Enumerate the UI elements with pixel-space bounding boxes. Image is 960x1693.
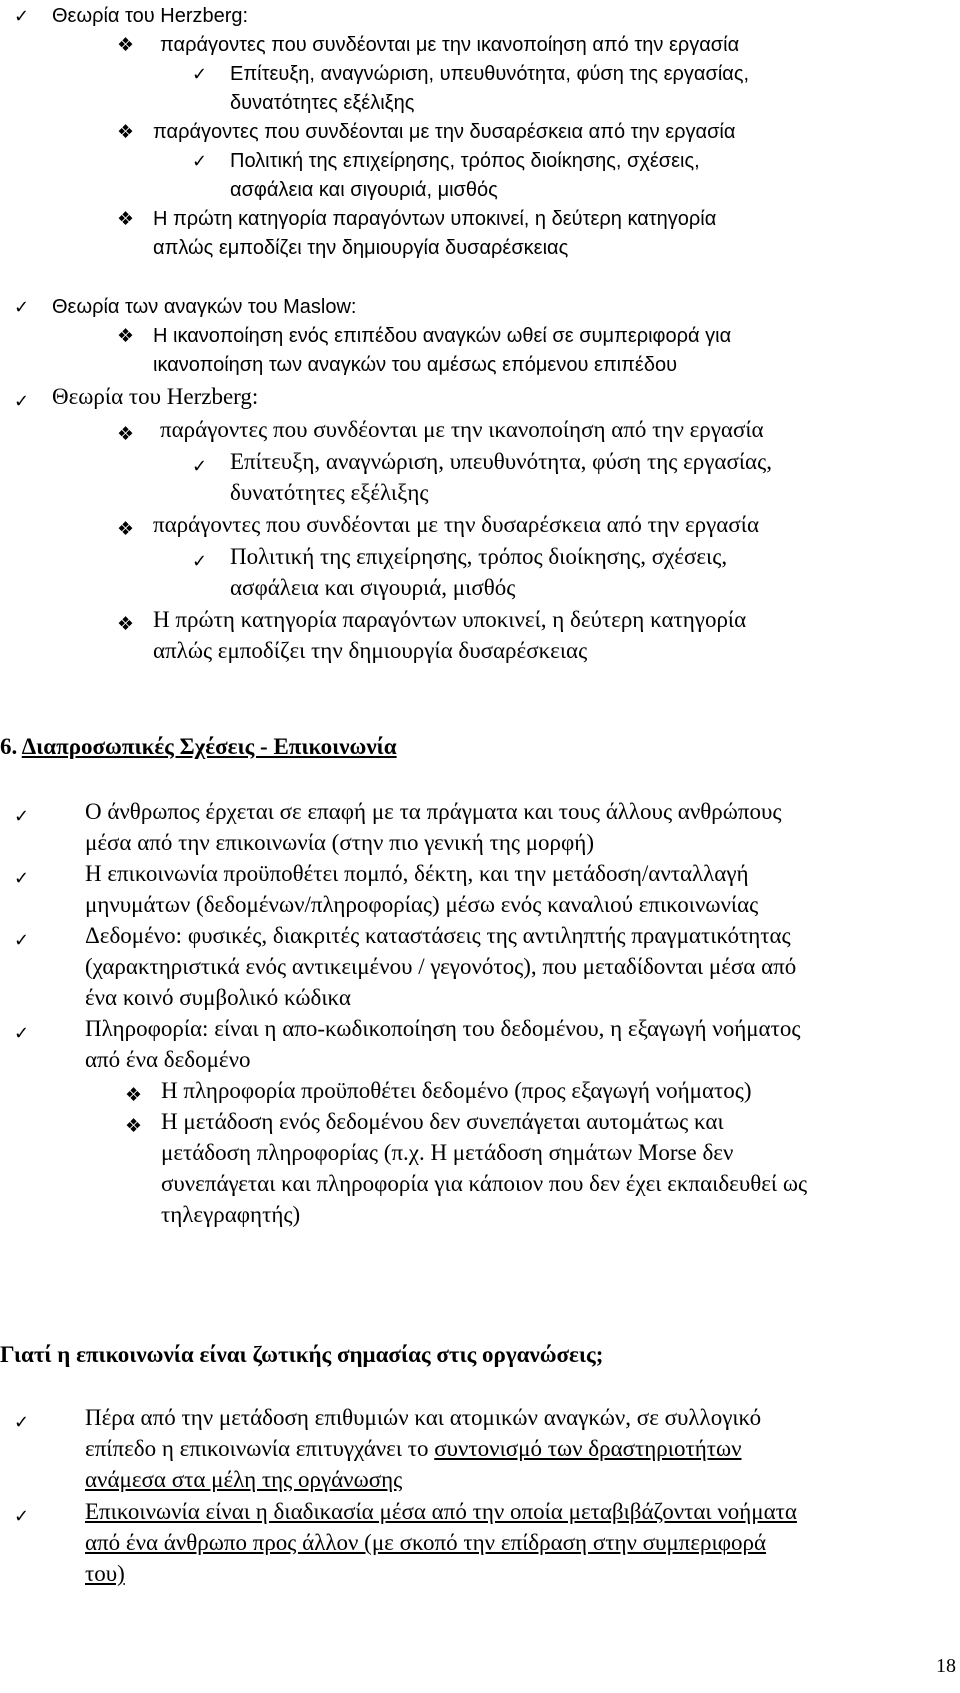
check-icon: ✓ (14, 1506, 30, 1527)
item-title: Θεωρία των αναγκών του Maslow: (52, 296, 357, 318)
check-item (14, 1013, 800, 1075)
check-icon: ✓ (192, 151, 208, 172)
item-line: ασφάλεια και σιγουριά, μισθός (230, 179, 498, 201)
diamond-item (117, 31, 739, 60)
item-line: ικανοποίηση των αναγκών του αμέσως επόμενου επιπέδου (153, 354, 678, 376)
check-item (14, 1496, 797, 1589)
diamond-item (125, 1075, 752, 1106)
check-subitem (192, 60, 749, 118)
item-text: παράγοντες που συνδέονται με την ικανοποίηση από την εργασία (160, 34, 740, 56)
item-title: Θεωρία του Herzberg: (52, 5, 249, 27)
diamond-icon: ❖ (125, 1115, 143, 1137)
check-subitem (192, 147, 700, 205)
item-line: Η πληροφορία προϋποθέτει δεδομένο (προς εξαγωγή νοήματος) (161, 1078, 752, 1103)
diamond-item (117, 118, 735, 147)
item-line: από ένα δεδομένο (85, 1047, 251, 1072)
diamond-icon: ❖ (117, 325, 135, 347)
diamond-icon: ❖ (117, 34, 135, 56)
item-line: Πληροφορία: είναι η απο-κωδικοποίηση του δεδομένου, η εξαγωγή νοήματος (85, 1016, 801, 1041)
check-item (14, 858, 758, 920)
item-line: Επίτευξη, αναγνώριση, υπευθυνότητα, φύση της εργασίας, (230, 449, 772, 474)
item-line: μέσα από την επικοινωνία (στην πιο γενική της μορφή) (85, 830, 594, 855)
item-line: ασφάλεια και σιγουριά, μισθός (230, 575, 516, 600)
diamond-icon: ❖ (117, 613, 135, 635)
item-line: απλώς εμποδίζει την δημιουργία δυσαρέσκειας (153, 638, 588, 663)
item-line: του) (85, 1561, 125, 1586)
item-line: Η πρώτη κατηγορία παραγόντων υποκινεί, η δεύτερη κατηγορία (153, 607, 747, 632)
diamond-icon: ❖ (117, 518, 135, 540)
check-item (14, 796, 782, 858)
item-line: Επικοινωνία είναι η διαδικασία μέσα από την οποία μεταβιβάζονται νοήματα (85, 1499, 797, 1524)
item-text: παράγοντες που συνδέονται με την δυσαρέσκεια από την εργασία (153, 121, 736, 143)
check-item-herzberg-2 (14, 381, 258, 412)
diamond-item (117, 205, 716, 263)
item-line: τηλεγραφητής) (161, 1202, 301, 1227)
check-icon: ✓ (14, 868, 30, 889)
check-item (14, 1402, 761, 1495)
diamond-item (117, 414, 764, 445)
item-line: Η επικοινωνία προϋποθέτει πομπό, δέκτη, και την μετάδοση/ανταλλαγή (85, 861, 749, 886)
check-item-maslow (14, 293, 356, 322)
check-item-herzberg-1 (14, 2, 248, 31)
check-subitem (192, 541, 727, 603)
item-line: από ένα άνθρωπο προς άλλον (με σκοπό την επίδραση στην συμπεριφορά (85, 1530, 767, 1555)
check-icon: ✓ (192, 551, 208, 572)
line-part: επίπεδο η επικοινωνία επιτυγχάνει το (85, 1436, 435, 1461)
check-icon: ✓ (14, 930, 30, 951)
item-line: Δεδομένο: φυσικές, διακριτές καταστάσεις της αντιληπτής πραγματικότητας (85, 923, 791, 948)
item-line: Επίτευξη, αναγνώριση, υπευθυνότητα, φύση της εργασίας, (230, 63, 750, 85)
check-item (14, 920, 796, 1013)
diamond-icon: ❖ (117, 208, 135, 230)
item-line: απλώς εμποδίζει την δημιουργία δυσαρέσκειας (153, 237, 569, 259)
check-icon: ✓ (14, 391, 30, 412)
underlined-phrase: συντονισμό των δραστηριοτήτων (434, 1436, 742, 1461)
diamond-icon: ❖ (125, 1084, 143, 1106)
section-number: 6. (0, 734, 18, 759)
item-line: μηνυμάτων (δεδομένων/πληροφορίας) μέσω ενός καναλιού επικοινωνίας (85, 892, 759, 917)
question-heading: Γιατί η επικοινωνία είναι ζωτικής σημασίας στις οργανώσεις; (0, 1342, 604, 1367)
page-number: 18 (936, 1655, 956, 1677)
check-icon: ✓ (192, 456, 208, 477)
diamond-item (117, 509, 759, 540)
diamond-icon: ❖ (117, 121, 135, 143)
item-line: συνεπάγεται και πληροφορία για κάποιον που δεν έχει εκπαιδευθεί ως (161, 1171, 808, 1196)
diamond-item (117, 604, 746, 666)
check-icon: ✓ (14, 1412, 30, 1433)
item-line: Πολιτική της επιχείρησης, τρόπος διοίκησης, σχέσεις, (230, 150, 700, 172)
item-line (85, 1433, 761, 1464)
item-line: δυνατότητες εξέλιξης (230, 92, 415, 114)
check-icon: ✓ (14, 6, 30, 27)
item-line: Πέρα από την μετάδοση επιθυμιών και ατομικών αναγκών, σε συλλογικό (85, 1405, 762, 1430)
check-icon: ✓ (14, 297, 30, 318)
item-line: (χαρακτηριστικά ενός αντικειμένου / γεγονότος), που μεταδίδονται μέσα από (85, 954, 797, 979)
check-icon: ✓ (14, 1023, 30, 1044)
item-line: Πολιτική της επιχείρησης, τρόπος διοίκησης, σχέσεις, (230, 544, 728, 569)
item-line: Ο άνθρωπος έρχεται σε επαφή με τα πράγματα και τους άλλους ανθρώπους (85, 799, 782, 824)
check-icon: ✓ (14, 806, 30, 827)
item-line: Η ικανοποίηση ενός επιπέδου αναγκών ωθεί σε συμπεριφορά για (153, 325, 732, 347)
item-line: μετάδοση πληροφορίας (π.χ. Η μετάδοση σημάτων Morse δεν (161, 1140, 734, 1165)
section-title: Διαπροσωπικές Σχέσεις - Επικοινωνία (21, 734, 397, 759)
item-line: ένα κοινό συμβολικό κώδικα (85, 985, 351, 1010)
item-title: Θεωρία του Herzberg: (52, 384, 259, 409)
item-line: Η πρώτη κατηγορία παραγόντων υποκινεί, η δεύτερη κατηγορία (153, 208, 717, 230)
diamond-item (125, 1106, 807, 1230)
item-text: παράγοντες που συνδέονται με την δυσαρέσκεια από την εργασία (153, 512, 759, 537)
check-subitem (192, 446, 772, 508)
item-line: δυνατότητες εξέλιξης (230, 480, 429, 505)
diamond-item (117, 322, 731, 380)
diamond-icon: ❖ (117, 423, 135, 445)
item-text: παράγοντες που συνδέονται με την ικανοποίηση από την εργασία (160, 417, 764, 442)
item-line: Η μετάδοση ενός δεδομένου δεν συνεπάγεται αυτομάτως και (161, 1109, 724, 1134)
section-heading (0, 734, 397, 760)
check-icon: ✓ (192, 64, 208, 85)
item-line: ανάμεσα στα μέλη της οργάνωσης (85, 1467, 403, 1492)
